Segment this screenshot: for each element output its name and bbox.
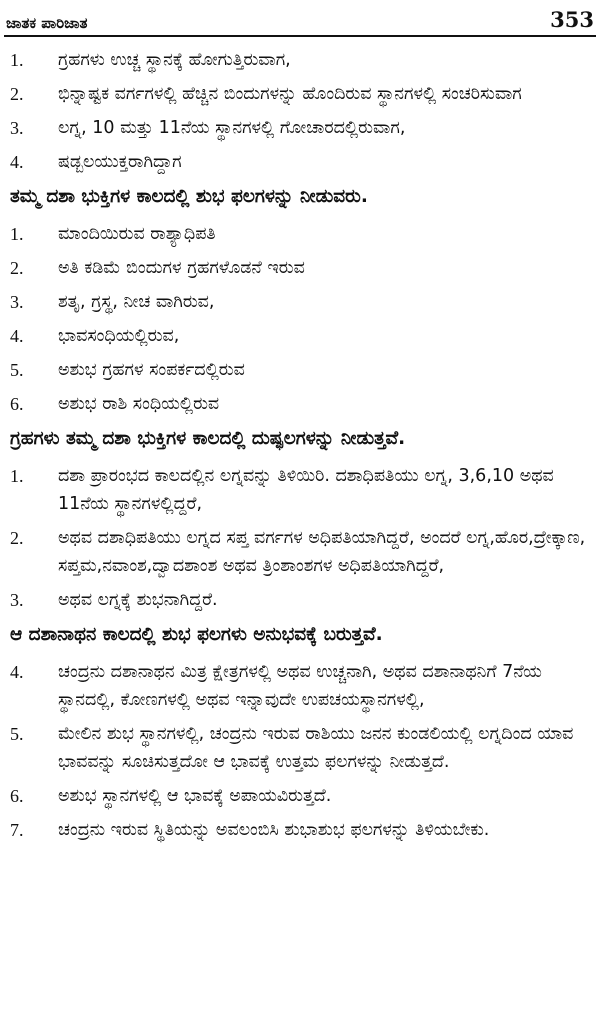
item-number: 5. [10,360,24,380]
list-item [10,462,586,518]
section-heading: ಆ ದಶಾನಾಥನ ಕಾಲದಲ್ಲಿ ಶುಭ ಫಲಗಳು ಅನುಭವಕ್ಕೆ ಬರುತ್ತವೆ. [10,624,383,645]
item-number: 4. [10,152,24,172]
list-item [10,80,586,108]
list-item [10,220,586,248]
page-number: 353 [550,7,594,32]
item-text: ಅಥವ ದಶಾಧಿಪತಿಯು ಲಗ್ನದ ಸಪ್ತ ವರ್ಗಗಳ ಅಧಿಪತಿಯಾಗಿದ್ದರೆ, ಅಂದರೆ ಲಗ್ನ,ಹೊರ,ದ್ರೇಕ್ಕಾಣ, ಸಪ್ತಮ,ನವಾಂಶ,ದ್ವಾದಶಾಂಶ ಅಥವ ತ್ರಿಂಶಾಂಶಗಳ ಅಧಿಪತಿಯಾಗಿದ್ದರೆ, [58,528,586,576]
list-item [10,114,586,142]
list-item [10,524,586,580]
list-item [10,46,586,74]
item-number: 2. [10,84,24,104]
item-text: ಅಶುಭ ಸ್ಥಾನಗಳಲ್ಲಿ ಆ ಭಾವಕ್ಕೆ ಅಪಾಯವಿರುತ್ತದೆ. [58,786,332,806]
section-heading: ತಮ್ಮ ದಶಾ ಭುಕ್ತಿಗಳ ಕಾಲದಲ್ಲಿ ಶುಭ ಫಲಗಳನ್ನು ನೀಡುವರು. [10,186,368,207]
list-item [10,782,586,810]
item-text: ಗ್ರಹಗಳು ಉಚ್ಚ ಸ್ಥಾನಕ್ಕೆ ಹೋಗುತ್ತಿರುವಾಗ, [58,50,291,70]
item-number: 1. [10,224,24,244]
item-text: ಶತೃ, ಗ್ರಸ್ಥ, ನೀಚ ವಾಗಿರುವ, [58,292,215,312]
item-number: 6. [10,394,24,414]
item-text: ಮೇಲಿನ ಶುಭ ಸ್ಥಾನಗಳಲ್ಲಿ, ಚಂದ್ರನು ಇರುವ ರಾಶಿಯು ಜನನ ಕುಂಡಲಿಯಲ್ಲಿ ಲಗ್ನದಿಂದ ಯಾವ ಭಾವವನ್ನು ಸೂಚಿಸುತ್ತದೋ ಆ ಭಾವಕ್ಕೆ ಉತ್ತಮ ಫಲಗಳನ್ನು ನೀಡುತ್ತದೆ. [58,724,574,772]
item-number: 6. [10,786,24,806]
running-head: ಜಾತಕ ಪಾರಿಜಾತ [6,14,88,32]
list-item [10,720,586,776]
item-text: ಚಂದ್ರನು ಇರುವ ಸ್ಥಿತಿಯನ್ನು ಅವಲಂಬಿಸಿ ಶುಭಾಶುಭ ಫಲಗಳನ್ನು ತಿಳಿಯಬೇಕು. [58,820,490,840]
item-number: 1. [10,50,24,70]
item-number: 3. [10,590,24,610]
item-number: 4. [10,326,24,346]
item-number: 4. [10,662,24,682]
item-text: ಅಶುಭ ರಾಶಿ ಸಂಧಿಯಲ್ಲಿರುವ [58,394,220,414]
item-number: 7. [10,820,24,840]
item-number: 2. [10,528,24,548]
page-body [10,46,586,850]
section-heading: ಗ್ರಹಗಳು ತಮ್ಮ ದಶಾ ಭುಕ್ತಿಗಳ ಕಾಲದಲ್ಲಿ ದುಷ್ಫಲಗಳನ್ನು ನೀಡುತ್ತವೆ. [10,428,406,449]
list-item [10,390,586,418]
item-text: ಷಡ್ಬಲಯುಕ್ತರಾಗಿದ್ದಾಗ [58,152,182,172]
list-item [10,254,586,282]
item-text: ದಶಾ ಪ್ರಾರಂಭದ ಕಾಲದಲ್ಲಿನ ಲಗ್ನವನ್ನು ತಿಳಿಯಿರಿ. ದಶಾಧಿಪತಿಯು ಲಗ್ನ, 3,6,10 ಅಥವ 11ನೆಯ ಸ್ಥಾನಗಳಲ್ಲಿದ್ದರೆ, [58,466,554,514]
list-item [10,816,586,844]
list-item [10,356,586,384]
item-text: ಲಗ್ನ, 10 ಮತ್ತು 11ನೆಯ ಸ್ಥಾನಗಳಲ್ಲಿ ಗೋಚಾರದಲ್ಲಿರುವಾಗ, [58,118,406,138]
page-header [6,2,594,32]
list-item [10,148,586,176]
item-text: ಅಶುಭ ಗ್ರಹಗಳ ಸಂಪರ್ಕದಲ್ಲಿರುವ [58,360,245,380]
list-item [10,288,586,316]
item-text: ಅಥವ ಲಗ್ನಕ್ಕೆ ಶುಭನಾಗಿದ್ದರೆ. [58,590,218,610]
list-item [10,658,586,714]
list-item [10,322,586,350]
list-item [10,586,586,614]
item-text: ಭಿನ್ನಾಷ್ಟಕ ವರ್ಗಗಳಲ್ಲಿ ಹೆಚ್ಚಿನ ಬಿಂದುಗಳನ್ನು ಹೊಂದಿರುವ ಸ್ಥಾನಗಳಲ್ಲಿ ಸಂಚರಿಸುವಾಗ [58,84,522,104]
item-text: ಚಂದ್ರನು ದಶಾನಾಥನ ಮಿತ್ರ ಕ್ಷೇತ್ರಗಳಲ್ಲಿ ಅಥವ ಉಚ್ಚನಾಗಿ, ಅಥವ ದಶಾನಾಥನಿಗೆ 7ನೆಯ ಸ್ಥಾನದಲ್ಲಿ, ಕೋಣಗಳಲ್ಲಿ ಅಥವ ಇನ್ನಾವುದೇ ಉಪಚಯಸ್ಥಾನಗಳಲ್ಲಿ, [58,662,542,710]
item-text: ಅತಿ ಕಡಿಮೆ ಬಿಂದುಗಳ ಗ್ರಹಗಳೊಡನೆ ಇರುವ [58,258,305,278]
item-text: ಭಾವಸಂಧಿಯಲ್ಲಿರುವ, [58,326,180,346]
header-rule [4,35,596,37]
item-number: 2. [10,258,24,278]
item-number: 5. [10,724,24,744]
item-number: 3. [10,118,24,138]
item-text: ಮಾಂದಿಯಿರುವ ರಾಶ್ಯಾಧಿಪತಿ [58,224,216,244]
item-number: 3. [10,292,24,312]
item-number: 1. [10,466,24,486]
